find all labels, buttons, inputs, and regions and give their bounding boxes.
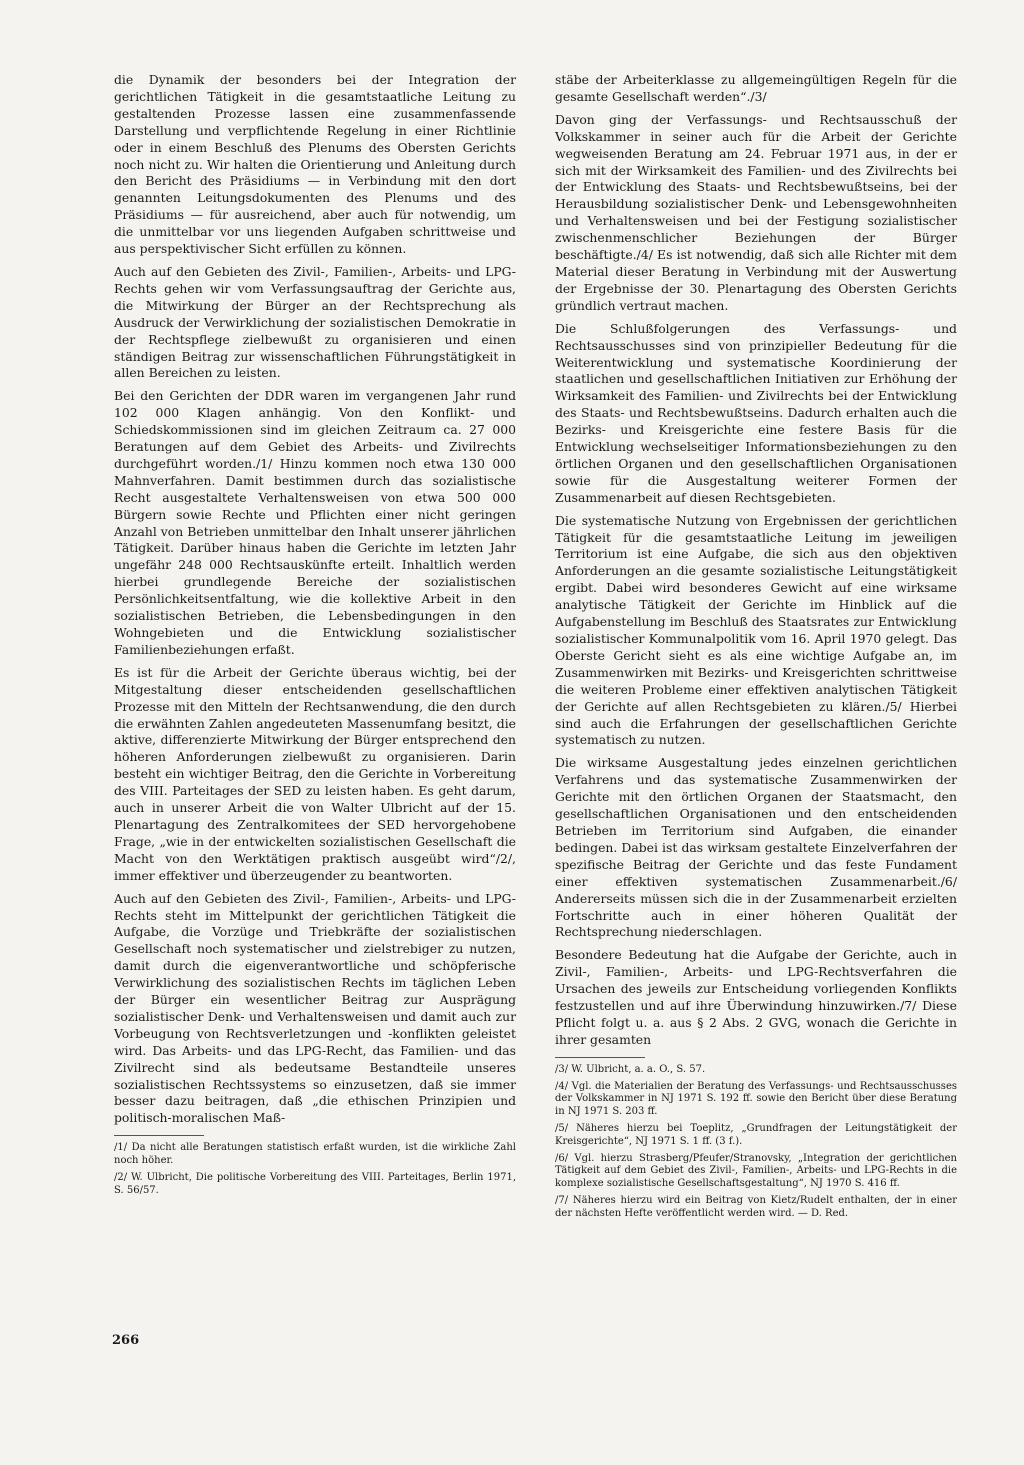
paragraph: Besondere Bedeutung hat die Aufgabe der Gerichte, auch in Zivil-, Familien-, Arbeits- und LPG-Rechtsverfahren die Ursachen des jeweils zur Entscheidung vorliegenden Konflikts festzustellen und auf ihre Überwindung hinzuwirken./7/ Diese Pflicht folgt u. a. aus § 2 Abs. 2 GVG, wonach die Gerichte in ihrer gesamten xyxy=(555,947,957,1047)
paragraph: Bei den Gerichten der DDR waren im vergangenen Jahr rund 102 000 Klagen anhängig. Von den Konflikt- und Schiedskommissionen sind im gleichen Zeitraum ca. 27 000 Beratungen auf dem Gebiet des Arbeits- und Zivilrechts durchgeführt worden./1/ Hinzu kommen noch etwa 130 000 Mahnverfahren. Damit bestimmen durch das sozialistische Recht ausgestaltete Verhaltensweisen von etwa 500 000 Bürgern sowie Rechte und Pflichten einer nicht geringen Anzahl von Betrieben unmittelbar den Inhalt unserer jährlichen Tätigkeit. Darüber hinaus haben die Gerichte im letzten Jahr ungefähr 248 000 Rechtsauskünfte erteilt. Inhaltlich werden hierbei grundlegende Bereiche der sozialistischen Persönlichkeitsentfaltung, wie die kollektive Arbeit in den sozialistischen Betrieben, die Lebensbedingungen in den Wohngebieten und die Entwicklung sozialistischer Familienbeziehungen erfaßt. xyxy=(114,388,516,657)
footnote: /6/ Vgl. hierzu Strasberg/Pfeufer/Stranovsky, „Integration der gerichtlichen Tätigkeit auf dem Gebiet des Zivil-, Familien-, Arbeits- und LPG-Rechts in die komplexe sozialistische Gesellschaftsgestaltung“, NJ 1970 S. 416 ff. xyxy=(555,1152,957,1190)
paragraph: Die Schlußfolgerungen des Verfassungs- und Rechtsausschusses sind von prinzipieller Bedeutung für die Weiterentwicklung und systematische Koordinierung der staatlichen und gesellschaftlichen Initiativen zur Erhöhung der Wirksamkeit des Familien- und Zivilrechts bei der Entwicklung des Staats- und Rechtsbewußtseins. Dadurch erhalten auch die Bezirks- und Kreisgerichte eine festere Basis für die Entwicklung wechselseitiger Informationsbeziehungen zu den örtlichen Organen und den gesellschaftlichen Organisationen sowie für die Ausgestaltung weiterer Formen der Zusammenarbeit auf diesen Rechtsgebieten. xyxy=(555,320,957,505)
footnote: /7/ Näheres hierzu wird ein Beitrag von Kietz/Rudelt enthalten, der in einer der nächsten Hefte veröffentlicht werden wird. — D. Red. xyxy=(555,1194,957,1219)
paragraph: Auch auf den Gebieten des Zivil-, Familien-, Arbeits- und LPG-Rechts steht im Mittelpunkt der gerichtlichen Tätigkeit die Aufgabe, die Vorzüge und Triebkräfte der sozialistischen Gesellschaft noch systematischer und zielstrebiger zu nutzen, damit durch die eigenverantwortliche und schöpferische Verwirklichung des sozialistischen Rechts im täglichen Leben der Bürger ein wesentlicher Beitrag zur Ausprägung sozialistischer Denk- und Verhaltensweisen und damit auch zur Vorbeugung von Rechtsverletzungen und -konflikten geleistet wird. Das Arbeits- und das LPG-Recht, das Familien- und das Zivilrecht sind als bedeutsame Bestandteile unseres sozialistischen Rechtssystems so einzusetzen, daß sie immer besser dazu beitragen, daß „die ethischen Prinzipien und politisch-moralischen Maß- xyxy=(114,890,516,1126)
paragraph: Auch auf den Gebieten des Zivil-, Familien-, Arbeits- und LPG-Rechts gehen wir vom Verfassungsauftrag der Gerichte aus, die Mitwirkung der Bürger an der Rechtsprechung als Ausdruck der Verwirklichung der sozialistischen Demokratie in der Rechtspflege zielbewußt zu organisieren und einen ständigen Beitrag zur wissenschaftlichen Führungstätigkeit in allen Bereichen zu leisten. xyxy=(114,263,516,381)
footnote-divider xyxy=(555,1057,645,1058)
page-number: 266 xyxy=(112,1333,140,1348)
right-footnotes xyxy=(555,1064,957,1221)
right-column xyxy=(555,72,957,1225)
paragraph: Die wirksame Ausgestaltung jedes einzelnen gerichtlichen Verfahrens und das systematische Zusammenwirken der Gerichte mit den örtlichen Organen der Staatsmacht, den gesellschaftlichen Organisationen und den entscheidenden Betrieben im Territorium sind Aufgaben, die einander bedingen. Dabei ist das wirksam gestaltete Einzelverfahren der spezifische Beitrag der Gerichte und das feste Fundament einer effektiven systematischen Zusammenarbeit./6/ Andererseits müssen sich die in der Zusammenarbeit erzielten Fortschritte auch in einer höheren Qualität der Rechtsprechung niederschlagen. xyxy=(555,755,957,940)
paragraph: Es ist für die Arbeit der Gerichte überaus wichtig, bei der Mitgestaltung dieser entscheidenden gesellschaftlichen Prozesse mit den Mitteln der Rechtsanwendung, die den durch die erwähnten Zahlen angedeuteten Massenumfang besitzt, die aktive, differenzierte Mitwirkung der Bürger entsprechend den höheren Anforderungen zielbewußt zu organisieren. Darin besteht ein wichtiger Beitrag, den die Gerichte in Vorbereitung des VIII. Parteitages der SED zu leisten haben. Es geht darum, auch in unserer Arbeit die von Walter Ulbricht auf der 15. Plenartagung des Zentralkomitees der SED hervorgehobene Frage, „wie in der entwickelten sozialistischen Gesellschaft die Macht von den Werktätigen praktisch ausgeübt wird“/2/, immer effektiver und überzeugender zu beantworten. xyxy=(114,664,516,883)
footnote: /3/ W. Ulbricht, a. a. O., S. 57. xyxy=(555,1063,706,1075)
footnote: /1/ Da nicht alle Beratungen statistisch erfaßt wurden, ist die wirkliche Zahl noch höher. xyxy=(114,1142,516,1167)
right-body-text xyxy=(555,72,957,1049)
footnote: /4/ Vgl. die Materialien der Beratung des Verfassungs- und Rechtsausschusses der Volkskammer in NJ 1971 S. 192 ff. sowie den Bericht über diese Beratung in NJ 1971 S. 203 ff. xyxy=(555,1080,957,1118)
left-column xyxy=(114,72,516,1201)
paragraph: stäbe der Arbeiterklasse zu allgemeingültigen Regeln für die gesamte Gesellschaft werden“./3/ xyxy=(555,72,957,104)
footnote: /5/ Näheres hierzu bei Toeplitz, „Grundfragen der Leitungstätigkeit der Kreisgerichte“, NJ 1971 S. 1 ff. (3 f.). xyxy=(555,1122,957,1147)
paragraph: Davon ging der Verfassungs- und Rechtsausschuß der Volkskammer in seiner auch für die Arbeit der Gerichte wegweisenden Beratung am 24. Februar 1971 aus, in der er sich mit der Wirksamkeit des Familien- und des Zivilrechts bei der Entwicklung des Staats- und Rechtsbewußtseins, bei der Herausbildung sozialistischer Denk- und Lebensgewohnheiten und Verhaltensweisen und bei der Festigung sozialistischer zwischenmenschlicher Beziehungen der Bürger beschäftigte./4/ Es ist notwendig, daß sich alle Richter mit dem Material dieser Beratung in Verbindung mit der Auswertung der Ergebnisse der 30. Plenartagung des Obersten Gerichts gründlich vertraut machen. xyxy=(555,111,957,313)
left-footnotes xyxy=(114,1142,516,1197)
footnote: /2/ W. Ulbricht, Die politische Vorbereitung des VIII. Parteitages, Berlin 1971, S. 56/57. xyxy=(114,1171,516,1196)
left-body-text xyxy=(114,72,516,1127)
footnote-divider xyxy=(114,1135,204,1136)
paragraph: die Dynamik der besonders bei der Integration der gerichtlichen Tätigkeit in die gesamtstaatliche Leitung zu gestaltenden Prozesse lassen eine zusammenfassende Darstellung und verpflichtende Regelung in einer Richtlinie oder in einem Beschluß des Plenums des Obersten Gerichts noch nicht zu. Wir halten die Orientierung und Anleitung durch den Bericht des Präsidiums — in Verbindung mit den dort genannten Leitungsdokumenten des Plenums und des Präsidiums — für ausreichend, aber auch für notwendig, um die unmittelbar vor uns liegenden Aufgaben schrittweise und aus perspektivischer Sicht erfüllen zu können. xyxy=(114,72,516,257)
paragraph: Die systematische Nutzung von Ergebnissen der gerichtlichen Tätigkeit für die gesamtstaatliche Leitung im jeweiligen Territorium ist eine Aufgabe, die sich aus den objektiven Anforderungen an die gesamte sozialistische Leitungstätigkeit ergibt. Dabei wird besonderes Gewicht auf eine wirksame analytische Tätigkeit der Gerichte im Hinblick auf die Aufgabenstellung im Beschluß des Staatsrates zur Entwicklung sozialistischer Kommunalpolitik vom 16. April 1970 gelegt. Das Oberste Gericht sieht es als eine wichtige Aufgabe an, im Zusammenwirken mit Bezirks- und Kreisgerichten schrittweise die weiteren Probleme einer effektiven analytischen Tätigkeit der Gerichte auf allen Rechtsgebieten zu klären./5/ Hierbei sind auch die Erfahrungen der gesellschaftlichen Gerichte systematisch zu nutzen. xyxy=(555,512,957,748)
